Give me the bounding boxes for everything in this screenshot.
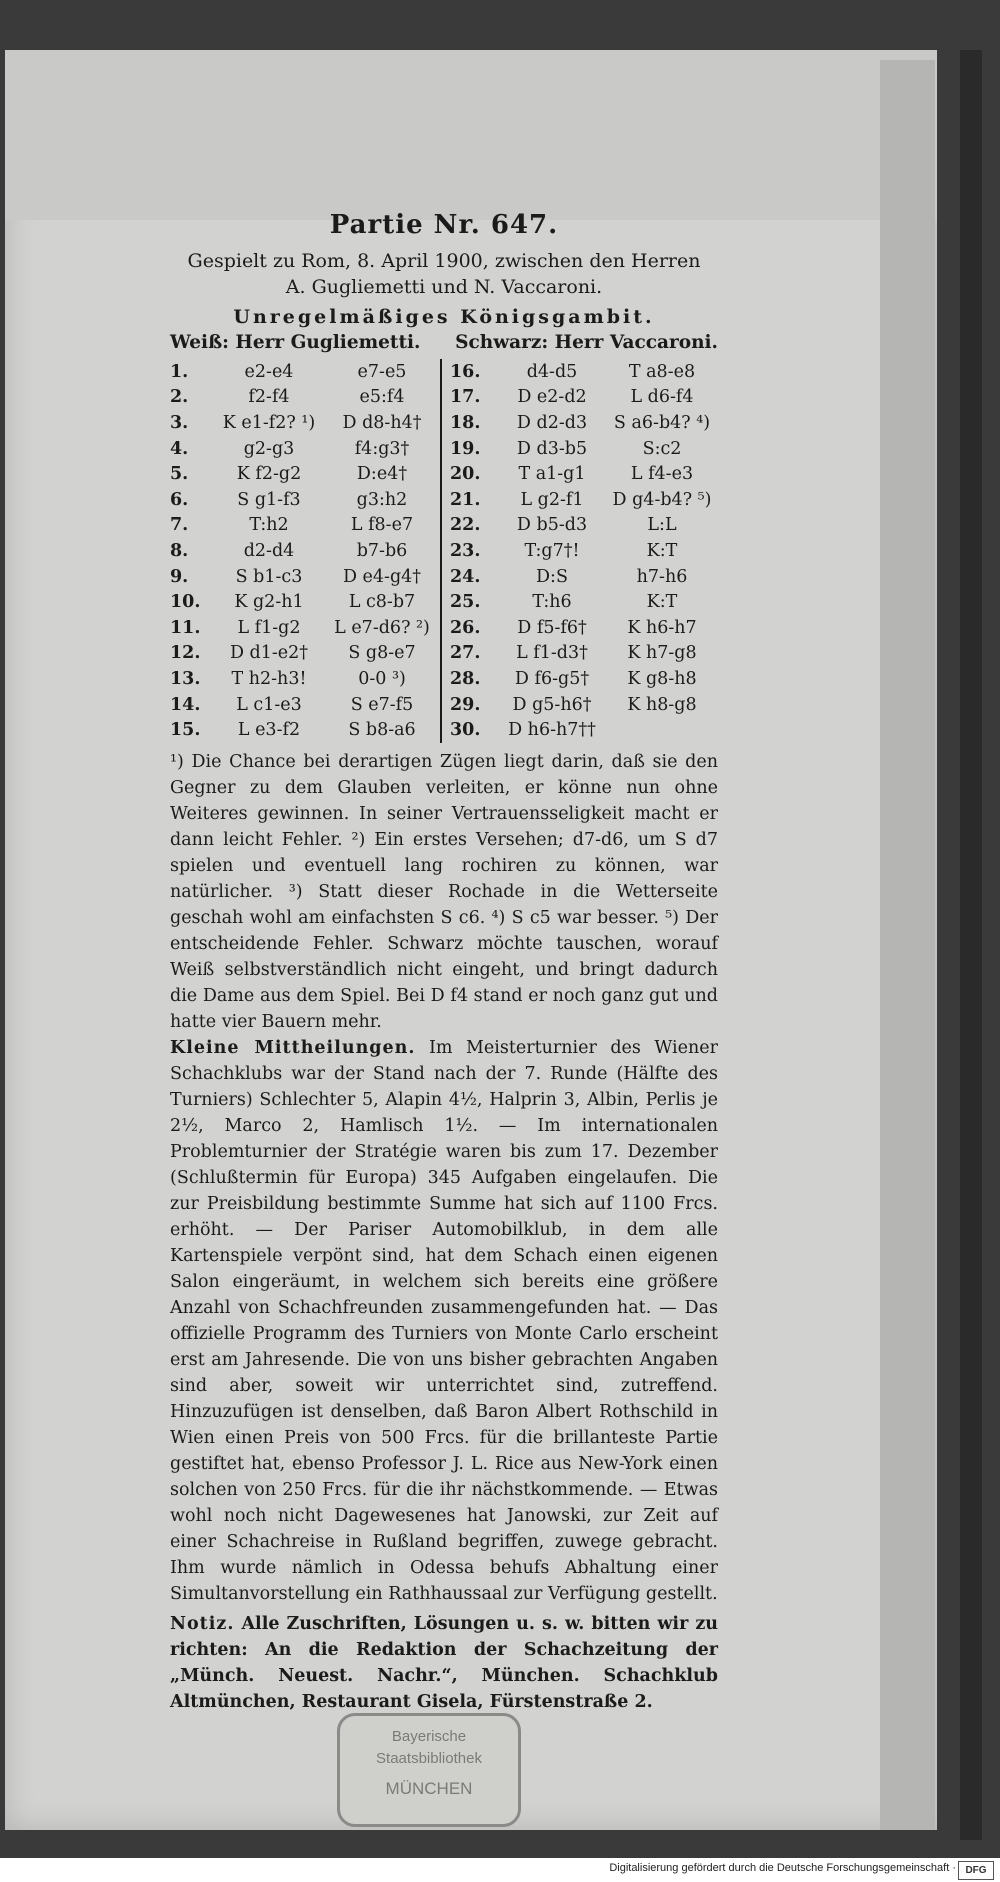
white-move-right: d4-d5 xyxy=(526,361,578,382)
black-move-right: S:c2 xyxy=(642,438,682,459)
move-row xyxy=(170,385,718,411)
black-move-right: K:T xyxy=(646,592,678,613)
move-number-right: 22. xyxy=(450,515,481,536)
moves-table xyxy=(170,359,718,743)
move-number-white: 15. xyxy=(170,720,201,741)
move-row xyxy=(170,692,718,718)
white-move-right: D d3-b5 xyxy=(516,438,588,459)
move-number-right: 29. xyxy=(450,694,481,715)
white-move: L c1-e3 xyxy=(236,694,302,715)
move-number-white: 10. xyxy=(170,592,201,613)
footer-bar xyxy=(0,1858,1000,1882)
move-number-white: 8. xyxy=(170,540,189,561)
black-move: e7-e5 xyxy=(324,359,441,385)
move-number-right: 28. xyxy=(450,668,481,689)
move-number-white: 14. xyxy=(170,694,201,715)
footer-credit: Digitalisierung gefördert durch die Deutsche Forschungsgemeinschaft · xyxy=(609,1862,956,1874)
move-number-white: 4. xyxy=(170,438,189,459)
white-move: T h2-h3! xyxy=(231,668,307,689)
newspaper-column xyxy=(170,210,718,1715)
news-heading: Kleine Mittheilungen. xyxy=(170,1037,416,1058)
black-move: L c8-b7 xyxy=(324,589,441,615)
black-move: S g8-e7 xyxy=(324,641,441,667)
black-move: L e7-d6? ²) xyxy=(324,615,441,641)
white-move-right: T:g7†! xyxy=(524,540,580,561)
white-move-right: L g2-f1 xyxy=(520,489,584,510)
move-number-white: 3. xyxy=(170,412,189,433)
move-row xyxy=(170,359,718,385)
black-move-right: T a8-e8 xyxy=(628,361,696,382)
dfg-logo[interactable]: DFG xyxy=(958,1861,994,1880)
move-number-white: 13. xyxy=(170,668,201,689)
move-row xyxy=(170,461,718,487)
black-move: D e4-g4† xyxy=(324,564,441,590)
move-row xyxy=(170,615,718,641)
black-move-right xyxy=(606,717,718,743)
stamp-line3: MÜNCHEN xyxy=(385,1779,473,1798)
black-move: b7-b6 xyxy=(324,538,441,564)
white-move: S b1-c3 xyxy=(235,566,303,587)
move-number-right: 27. xyxy=(450,643,481,664)
white-move-right: D d2-d3 xyxy=(516,412,588,433)
white-move-right: D b5-d3 xyxy=(516,515,588,536)
news-text: Im Meisterturnier des Wiener Schachklubs war der Stand nach der 7. Runde (Hälfte des Turniers) Schlechter 5, Alapin 4½, Halprin 3, Albin, Perlis je 2½, Marco 2, Hamlisch 1½. — Im internationalen Problemturnier der Stratégie waren bis zum 17. Dezember (Schlußtermin für Europa) 345 Aufgaben eingelaufen. Die zur Preisbildung bestimmte Summe hat sich auf 1100 Frcs. erhöht. — Der Pariser Automobilklub, in dem alle Kartenspiele verpönt sind, hat dem Schach einen eigenen Salon eingeräumt, in welchem sich bereits eine größere Anzahl von Schachfreunden zusammengefunden hat. — Das offizielle Programm des Turniers von Monte Carlo erscheint erst am Jahresende. Die von uns bisher gebrachten Angaben sind aber, soweit wir unterrichtet sind, zutreffend. Hinzuzufügen ist denselben, daß Baron Albert Rothschild in Wien einen Preis von 500 Frcs. für die brillanteste Partie gestiftet hat, ebenso Professor J. L. Rice aus New-York einen solchen von 250 Frcs. für die ihr nächstkommende. — Etwas wohl noch nicht Dagewesenes hat Janowski, zur Zeit auf einer Schachreise in Rußland begriffen, zuwege gebracht. Ihm wurde nämlich in Odessa behufs Abhaltung einer Simultanvorstellung ein Rathhaussaal zur Verfügung gestellt. xyxy=(170,1037,719,1604)
move-number-white: 12. xyxy=(170,643,201,664)
move-number-right: 21. xyxy=(450,489,481,510)
move-number-white: 5. xyxy=(170,464,189,485)
white-player: Weiß: Herr Gugliemetti. xyxy=(170,332,421,353)
move-row xyxy=(170,538,718,564)
black-move: f4:g3† xyxy=(324,436,441,462)
black-move-right: S a6-b4? ⁴) xyxy=(613,412,711,433)
book-edge xyxy=(960,50,982,1840)
black-move-right: K g8-h8 xyxy=(627,668,697,689)
page-top-margin xyxy=(5,50,937,220)
move-row xyxy=(170,641,718,667)
page-right-edge xyxy=(880,60,935,1830)
notice-paragraph xyxy=(170,1611,718,1715)
move-row xyxy=(170,666,718,692)
white-move: d2-d4 xyxy=(243,540,295,561)
black-move-right: h7-h6 xyxy=(636,566,688,587)
white-move: K e1-f2? ¹) xyxy=(222,412,316,433)
opening-name: Unregelmäßiges Königsgambit. xyxy=(233,306,655,328)
white-move-right: D f5-f6† xyxy=(517,617,587,638)
move-row xyxy=(170,717,718,743)
white-move: f2-f4 xyxy=(248,387,290,408)
move-number-right: 17. xyxy=(450,387,481,408)
move-number-right: 24. xyxy=(450,566,481,587)
white-move-right: T:h6 xyxy=(532,592,572,613)
players-row xyxy=(170,332,718,353)
black-move-right: L d6-f4 xyxy=(630,387,694,408)
black-player: Schwarz: Herr Vaccaroni. xyxy=(455,332,718,353)
stamp-line1: Bayerische xyxy=(391,1728,467,1745)
white-move: K g2-h1 xyxy=(234,592,304,613)
white-move-right: T a1-g1 xyxy=(518,464,586,485)
move-number-right: 26. xyxy=(450,617,481,638)
move-row xyxy=(170,436,718,462)
black-move-right: L:L xyxy=(647,515,677,536)
white-move: L f1-g2 xyxy=(237,617,301,638)
move-row xyxy=(170,513,718,539)
game-notes: ¹) Die Chance bei derartigen Zügen liegt darin, daß sie den Gegner zu dem Glauben verleiten, er könne nun ohne Weiteres gewinnen. In seiner Vertrauensseligkeit macht er dann leicht Fehler. ²) Ein erstes Versehen; d7-d6, um S d7 spielen und eventuell lang rochiren zu können, war natürlicher. ³) Statt dieser Rochade in die Wetterseite geschah wohl am einfachsten S c6. ⁴) S c5 war besser. ⁵) Der entscheidende Fehler. Schwarz möchte tauschen, worauf Weiß selbstverständlich nicht eingeht, und bringt dadurch die Dame aus dem Spiel. Bei D f4 stand er noch ganz gut und hatte vier Bauern mehr. xyxy=(170,751,718,1032)
notice-text: Alle Zuschriften, Lösungen u. s. w. bitten wir zu richten: An die Redaktion der Schachzeitung der „Münch. Neuest. Nachr.“, München. Schachklub Altmünchen, Restaurant Gisela, Fürstenstraße 2. xyxy=(170,1613,719,1712)
white-move: K f2-g2 xyxy=(236,464,302,485)
black-move: e5:f4 xyxy=(324,385,441,411)
white-move: S g1-f3 xyxy=(237,489,301,510)
black-move-right: D g4-b4? ⁵) xyxy=(612,489,712,510)
white-move-right: D e2-d2 xyxy=(517,387,587,408)
move-number-white: 9. xyxy=(170,566,189,587)
white-move-right: D f6-g5† xyxy=(514,668,590,689)
black-move: D d8-h4† xyxy=(324,410,441,436)
black-move-right: K h8-g8 xyxy=(627,694,697,715)
library-stamp xyxy=(337,1713,521,1827)
white-move: T:h2 xyxy=(249,515,289,536)
game-subtitle-line1: Gespielt zu Rom, 8. April 1900, zwischen den Herren xyxy=(187,250,701,272)
move-number-right: 23. xyxy=(450,540,481,561)
game-subtitle-line2: A. Gugliemetti und N. Vaccaroni. xyxy=(285,276,603,298)
move-number-right: 19. xyxy=(450,438,481,459)
black-move-right: K h6-h7 xyxy=(627,617,697,638)
black-move: L f8-e7 xyxy=(324,513,441,539)
white-move: D d1-e2† xyxy=(229,643,309,664)
white-move: g2-g3 xyxy=(243,438,295,459)
black-move: D:e4† xyxy=(324,461,441,487)
move-number-right: 25. xyxy=(450,592,481,613)
black-move: 0-0 ³) xyxy=(324,666,441,692)
move-number-right: 18. xyxy=(450,412,481,433)
move-number-right: 16. xyxy=(450,361,481,382)
move-number-white: 2. xyxy=(170,387,189,408)
white-move: e2-e4 xyxy=(244,361,294,382)
move-number-white: 7. xyxy=(170,515,189,536)
move-row xyxy=(170,487,718,513)
white-move-right: L f1-d3† xyxy=(516,643,588,664)
notice-heading: Notiz. xyxy=(170,1613,235,1634)
stamp-line2: Staatsbibliothek xyxy=(376,1750,482,1767)
game-title: Partie Nr. 647. xyxy=(329,210,559,240)
black-move-right: L f4-e3 xyxy=(630,464,694,485)
black-move-right: K h7-g8 xyxy=(627,643,697,664)
black-move: S e7-f5 xyxy=(324,692,441,718)
move-row xyxy=(170,410,718,436)
move-number-right: 20. xyxy=(450,464,481,485)
black-move: S b8-a6 xyxy=(324,717,441,743)
black-move-right: K:T xyxy=(646,540,678,561)
move-number-white: 6. xyxy=(170,489,189,510)
white-move-right: D g5-h6† xyxy=(512,694,592,715)
move-number-right: 30. xyxy=(450,720,481,741)
news-paragraph xyxy=(170,1035,718,1607)
move-number-white: 11. xyxy=(170,617,201,638)
move-row xyxy=(170,564,718,590)
white-move: L e3-f2 xyxy=(237,720,301,741)
black-move: g3:h2 xyxy=(324,487,441,513)
white-move-right: D:S xyxy=(536,566,568,587)
move-number-white: 1. xyxy=(170,361,189,382)
move-row xyxy=(170,589,718,615)
white-move-right: D h6-h7†† xyxy=(508,720,596,741)
